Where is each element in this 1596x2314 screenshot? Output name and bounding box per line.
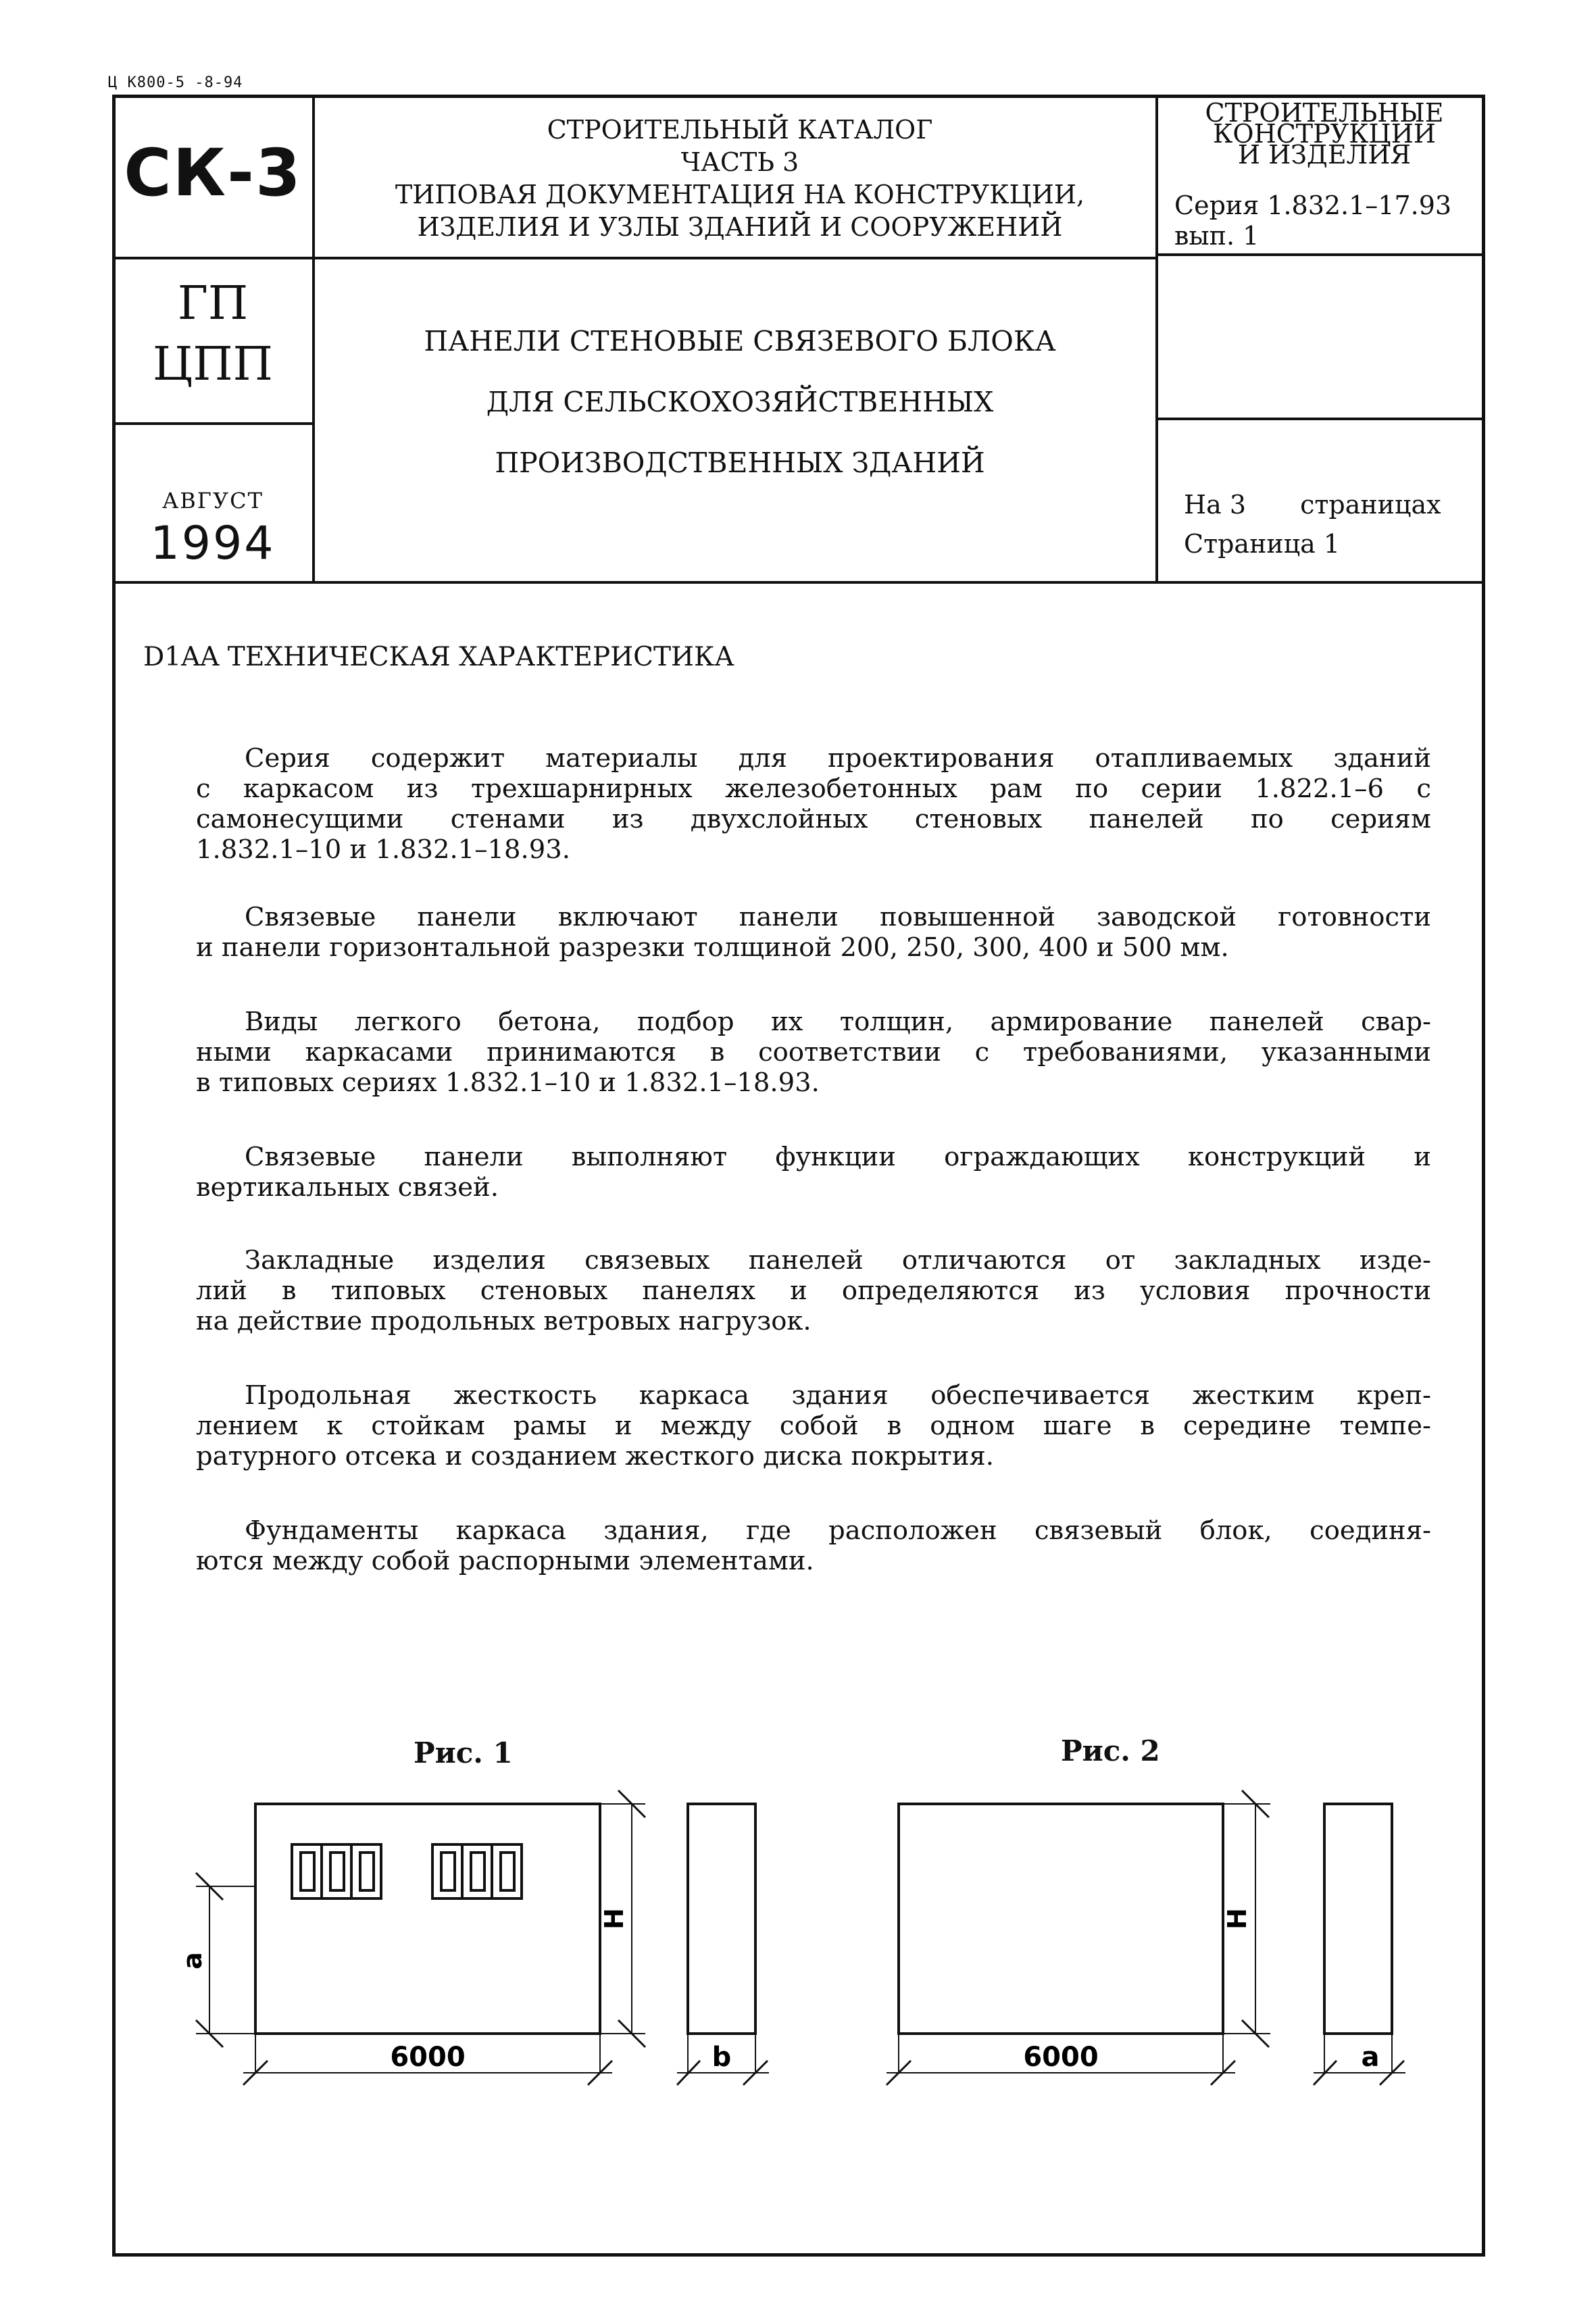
catalog-line: ТИПОВАЯ ДОКУМЕНТАЦИЯ НА КОНСТРУКЦИИ, <box>395 180 1085 209</box>
pages-prefix: На 3 <box>1184 490 1247 520</box>
thickness-label: а <box>1361 2042 1380 2073</box>
organization-line: ЦПП <box>153 338 273 391</box>
section-line: КОНСТРУКЦИИ <box>1213 119 1436 149</box>
organization <box>115 274 311 395</box>
issue-year: 1994 <box>150 517 276 570</box>
wall-panel-front <box>255 1804 600 2034</box>
title-line: ПАНЕЛИ СТЕНОВЫЕ СВЯЗЕВОГО БЛОКА <box>424 325 1056 357</box>
title-line: ПРОИЗВОДСТВЕННЫХ ЗДАНИЙ <box>495 447 985 479</box>
paragraph <box>196 743 1431 865</box>
series-label: Серия 1.832.1–17.93 <box>1174 191 1452 220</box>
paragraph-line: Серия содержит материалы для проектирования отапливаемых зданий <box>245 743 1431 774</box>
page-count <box>1184 485 1441 563</box>
corner-code: Ц К800-5 -8-94 <box>108 74 243 91</box>
title-line: ДЛЯ СЕЛЬСКОХОЗЯЙСТВЕННЫХ <box>486 386 994 418</box>
window-group <box>432 1844 522 1898</box>
figure-2-caption: Рис. 2 <box>1061 1734 1160 1767</box>
series-info <box>1174 191 1451 251</box>
paragraph-line: с каркасом из трехшарнирных железобетонных рам по серии 1.822.1–6 с <box>196 774 1431 804</box>
paragraph-line: 1.832.1–10 и 1.832.1–18.93. <box>196 834 570 865</box>
document-title <box>318 311 1162 493</box>
wall-panel-side <box>1324 1804 1392 2034</box>
figure-2-drawing <box>845 1770 1439 2088</box>
header-divider <box>1157 253 1485 256</box>
section-name <box>1164 98 1485 170</box>
figure-1-caption: Рис. 1 <box>414 1736 513 1769</box>
paragraph <box>196 1380 1431 1472</box>
paragraph-line: Закладные изделия связевых панелей отличаются от закладных изде- <box>245 1245 1431 1276</box>
paragraph-line: Продольная жесткость каркаса здания обеспечивается жестким креп- <box>245 1380 1431 1411</box>
header-divider <box>112 257 1157 259</box>
organization-line: ГП <box>177 277 249 330</box>
catalog-line: ЧАСТЬ 3 <box>680 147 799 177</box>
header-divider <box>1157 418 1485 420</box>
section-heading: D1AA ТЕХНИЧЕСКАЯ ХАРАКТЕРИСТИКА <box>143 642 734 672</box>
paragraph-line: в типовых сериях 1.832.1–10 и 1.832.1–18.93. <box>196 1067 820 1098</box>
pages-suffix: страницах <box>1300 490 1441 520</box>
paragraph-line: самонесущими стенами из двухслойных стеновых панелей по сериям <box>196 804 1431 834</box>
paragraph-line: Связевые панели выполняют функции ограждающих конструкций и <box>245 1142 1431 1172</box>
paragraph <box>196 1142 1431 1203</box>
paragraph <box>196 1007 1431 1098</box>
paragraph-line: вертикальных связей. <box>196 1172 499 1203</box>
paragraph-line: Фундаменты каркаса здания, где расположен связевый блок, соединя- <box>245 1515 1431 1546</box>
paragraph-line: ются между собой распорными элементами. <box>196 1546 814 1576</box>
width-label: 6000 <box>1023 2042 1099 2073</box>
page-label: Страница 1 <box>1184 529 1341 559</box>
catalog-line: СТРОИТЕЛЬНЫЙ КАТАЛОГ <box>547 115 933 145</box>
window-group <box>292 1844 381 1898</box>
width-label: 6000 <box>390 2042 466 2073</box>
paragraph-line: ратурного отсека и созданием жесткого диска покрытия. <box>196 1441 995 1472</box>
paragraph-line: ными каркасами принимаются в соответствии с требованиями, указанными <box>196 1037 1431 1067</box>
catalog-code: СК-3 <box>124 135 302 211</box>
figure-1-drawing <box>169 1770 791 2088</box>
paragraph-line: лий в типовых стеновых панелях и определяются из условия прочности <box>196 1276 1431 1306</box>
header-divider <box>112 422 314 425</box>
height-label: Н <box>1222 1908 1252 1930</box>
paragraph <box>196 1515 1431 1576</box>
issue-month: АВГУСТ <box>162 488 264 513</box>
paragraph-line: Виды легкого бетона, подбор их толщин, армирование панелей свар- <box>245 1007 1431 1037</box>
paragraph-line: и панели горизонтальной разрезки толщиной 200, 250, 300, 400 и 500 мм. <box>196 932 1229 963</box>
section-line: СТРОИТЕЛЬНЫЕ <box>1205 98 1444 128</box>
offset-label: а <box>178 1952 207 1969</box>
catalog-line: ИЗДЕЛИЯ И УЗЛЫ ЗДАНИЙ И СООРУЖЕНИЙ <box>417 212 1063 242</box>
paragraph <box>196 902 1431 963</box>
header-column-divider <box>312 95 315 582</box>
paragraph-line: Связевые панели включают панели повышенной заводской готовности <box>245 902 1431 932</box>
header-bottom-line <box>112 581 1485 584</box>
paragraph-line: на действие продольных ветровых нагрузок. <box>196 1306 812 1336</box>
paragraph-line: лением к стойкам рамы и между собой в одном шаге в середине темпе- <box>196 1411 1431 1441</box>
section-line: И ИЗДЕЛИЯ <box>1237 140 1412 170</box>
issue-label: вып. 1 <box>1174 221 1260 251</box>
thickness-label: b <box>712 2042 732 2073</box>
height-label: Н <box>599 1908 629 1930</box>
wall-panel-side <box>688 1804 755 2034</box>
catalog-title <box>318 114 1162 243</box>
paragraph <box>196 1245 1431 1336</box>
wall-panel-front <box>899 1804 1223 2034</box>
